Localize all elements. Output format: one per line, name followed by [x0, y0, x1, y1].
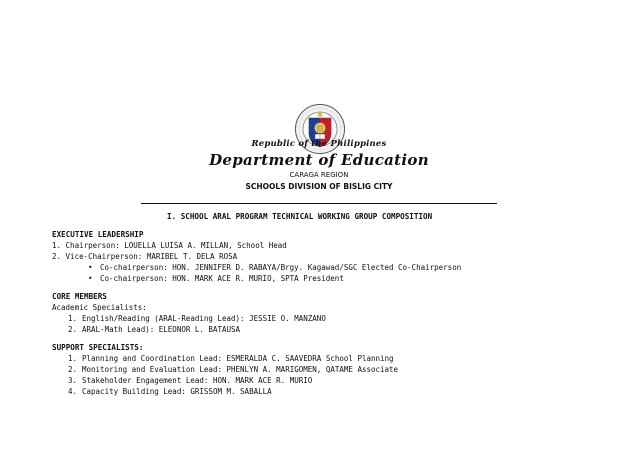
list-item: [68, 354, 394, 363]
list-item: [68, 314, 326, 323]
co-chair-text: Co-chairperson: HON. MARK ACE R. MURIO, SPTA President: [100, 274, 344, 283]
executive-item-chair: 1. Chairperson: LOUELLA LUISA A. MILLAN, School Head: [52, 241, 287, 250]
executive-heading: EXECUTIVE LEADERSHIP: [52, 230, 144, 239]
executive-item-vice-chair: 2. Vice-Chairperson: MARIBEL T. DELA ROSA: [52, 252, 238, 261]
item-text: Capacity Building Lead: GRISSOM M. SABALLA: [82, 387, 272, 396]
region-name: CARAGA REGION: [289, 171, 349, 179]
item-text: ARAL-Math Lead): ELEONOR L. BATAUSA: [82, 325, 241, 334]
division-name: SCHOOLS DIVISION OF BISLIG CITY: [245, 182, 393, 191]
item-text: Monitoring and Evaluation Lead: PHENLYN A. MARIGOMEN, QATAME Associate: [82, 365, 399, 374]
item-number: 1.: [68, 314, 78, 323]
item-number: 3.: [68, 376, 78, 385]
bullet-icon: •: [88, 274, 93, 283]
bullet-icon: •: [88, 263, 93, 272]
list-item: [68, 376, 312, 385]
item-number: 2.: [68, 365, 78, 374]
header-divider: [141, 203, 497, 204]
list-item: [68, 387, 272, 396]
support-heading: SUPPORT SPECIALISTS:: [52, 343, 144, 352]
document-title: I. SCHOOL ARAL PROGRAM TECHNICAL WORKING GROUP COMPOSITION: [167, 212, 433, 221]
item-number: 1.: [68, 354, 78, 363]
list-item: [68, 325, 240, 334]
list-item: [88, 263, 461, 272]
item-number: 2.: [68, 325, 78, 334]
item-number: 4.: [68, 387, 78, 396]
department-name: Department of Education: [209, 151, 429, 169]
list-item: [68, 365, 398, 374]
item-text: Stakeholder Engagement Lead: HON. MARK ACE R. MURIO: [82, 376, 313, 385]
core-heading: CORE MEMBERS: [52, 292, 107, 301]
core-subheading: Academic Specialists:: [52, 303, 147, 312]
list-item: [88, 274, 344, 283]
item-text: English/Reading (ARAL-Reading Lead): JESSIE O. MANZANO: [82, 314, 326, 323]
item-text: Planning and Coordination Lead: ESMERALDA C. SAAVEDRA School Planning: [82, 354, 394, 363]
republic-line: Republic of the Philippines: [251, 139, 387, 149]
co-chair-text: Co-chairperson: HON. JENNIFER D. RABAYA/Brgy. Kagawad/SGC Elected Co-Chairperson: [100, 263, 462, 272]
